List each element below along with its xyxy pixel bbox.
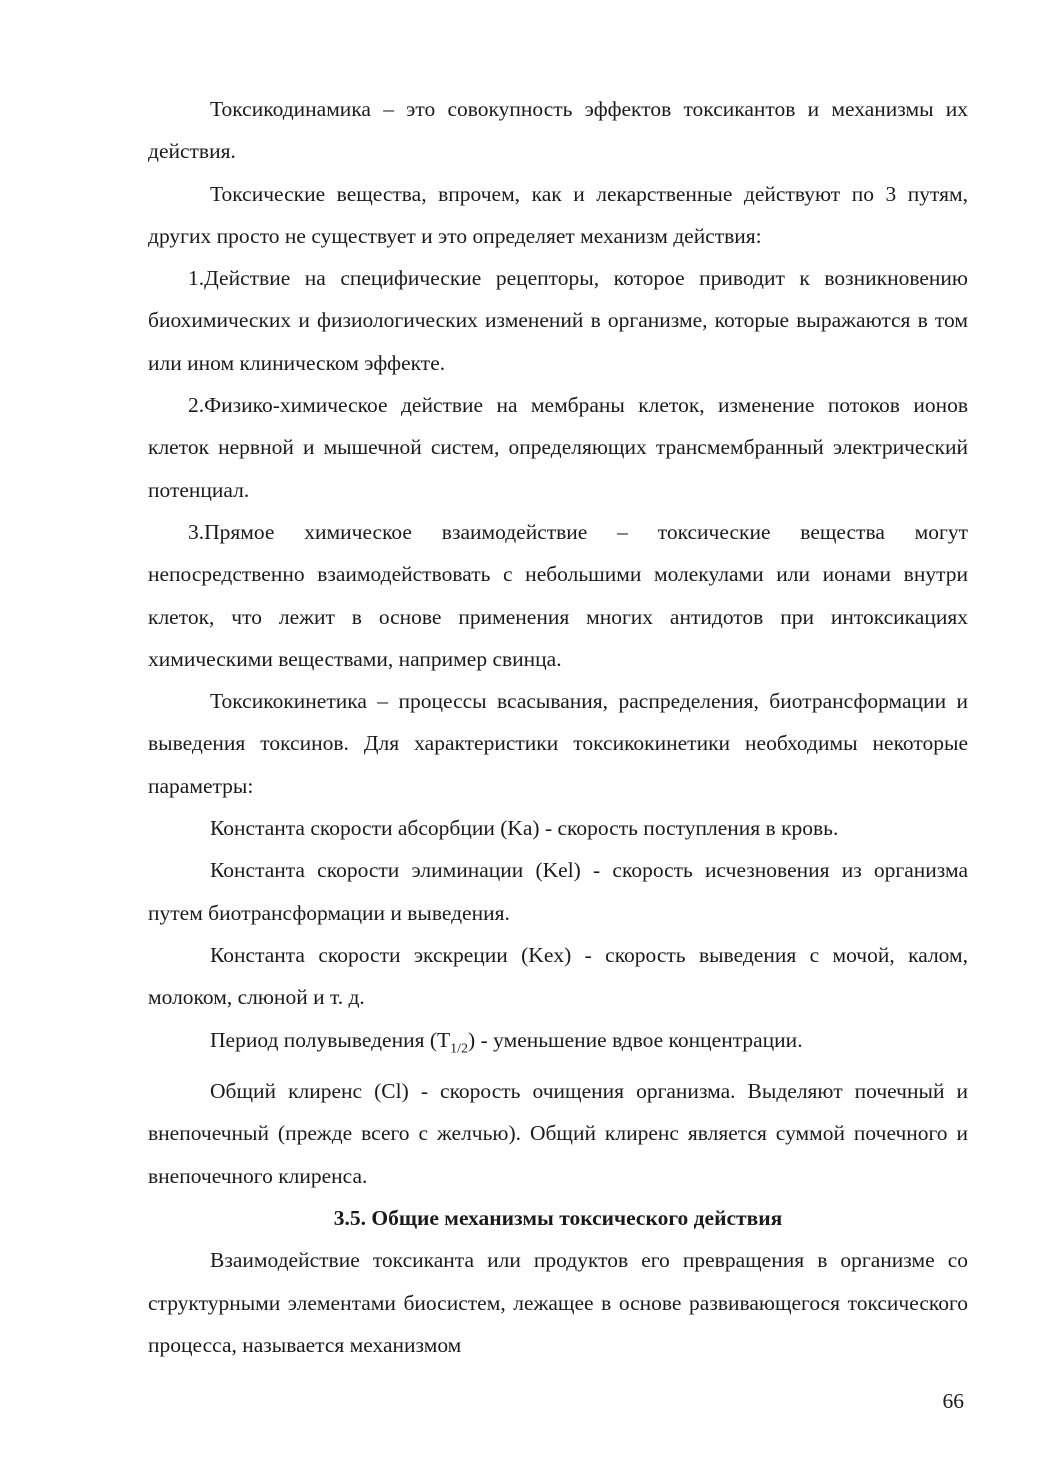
page-number: 66: [942, 1389, 964, 1413]
section-heading: 3.5. Общие механизмы токсического действия: [333, 1206, 783, 1231]
half-life-text-after: ) - уменьшение вдвое концентрации.: [468, 1027, 803, 1052]
paragraph-toxicodynamics: Токсикодинамика – это совокупность эффектов токсикантов и механизмы их действия.: [148, 97, 968, 164]
list-item-direct-chemical: 3.Прямое химическое взаимодействие – токсические вещества могут непосредственно взаимодействовать с небольшими молекулами или ионами внутри клеток, что лежит в основе применения многих антидотов при интоксикациях химическими веществами, например свинца.: [148, 519, 968, 671]
paragraph-half-life: [148, 1019, 968, 1071]
list-item-membranes: 2.Физико-химическое действие на мембраны клеток, изменение потоков ионов клеток нервной и мышечной систем, определяющих трансмембранный электрический потенциал.: [148, 393, 968, 502]
paragraph-absorption-constant: Константа скорости абсорбции (Ka) - скорость поступления в кровь.: [210, 816, 839, 841]
list-item-receptors: 1.Действие на специфические рецепторы, которое приводит к возникновению биохимических и физиологических изменений в организме, которые выражаются в том или ином клиническом эффекте.: [148, 266, 968, 375]
page-body: [148, 88, 968, 1366]
paragraph-three-pathways: Токсические вещества, впрочем, как и лекарственные действуют по 3 путям, других просто не существует и это определяет механизм действия:: [148, 181, 968, 248]
paragraph-mechanism-definition: Взаимодействие токсиканта или продуктов его превращения в организме со структурными элементами биосистем, лежащее в основе развивающегося токсического процесса, называется механизмом: [148, 1248, 968, 1357]
paragraph-excretion-constant: Константа скорости экскреции (Kex) - скорость выведения с мочой, калом, молоком, слюной и т. д.: [148, 942, 968, 1010]
paragraph-total-clearance: Общий клиренс (Cl) - скорость очищения организма. Выделяют почечный и внепочечный (прежде всего с желчью). Общий клиренс является суммой почечного и внепочечного клиренса.: [148, 1079, 968, 1188]
paragraph-elimination-constant: Константа скорости элиминации (Kel) - скорость исчезновения из организма путем биотрансформации и выведения.: [148, 858, 968, 925]
half-life-subscript: 1/2: [450, 1040, 469, 1056]
half-life-text-before: Период полувыведения (T: [210, 1027, 451, 1052]
paragraph-toxicokinetics: Токсикокинетика – процессы всасывания, распределения, биотрансформации и выведения токсинов. Для характеристики токсикокинетики необходимы некоторые параметры:: [148, 689, 968, 798]
